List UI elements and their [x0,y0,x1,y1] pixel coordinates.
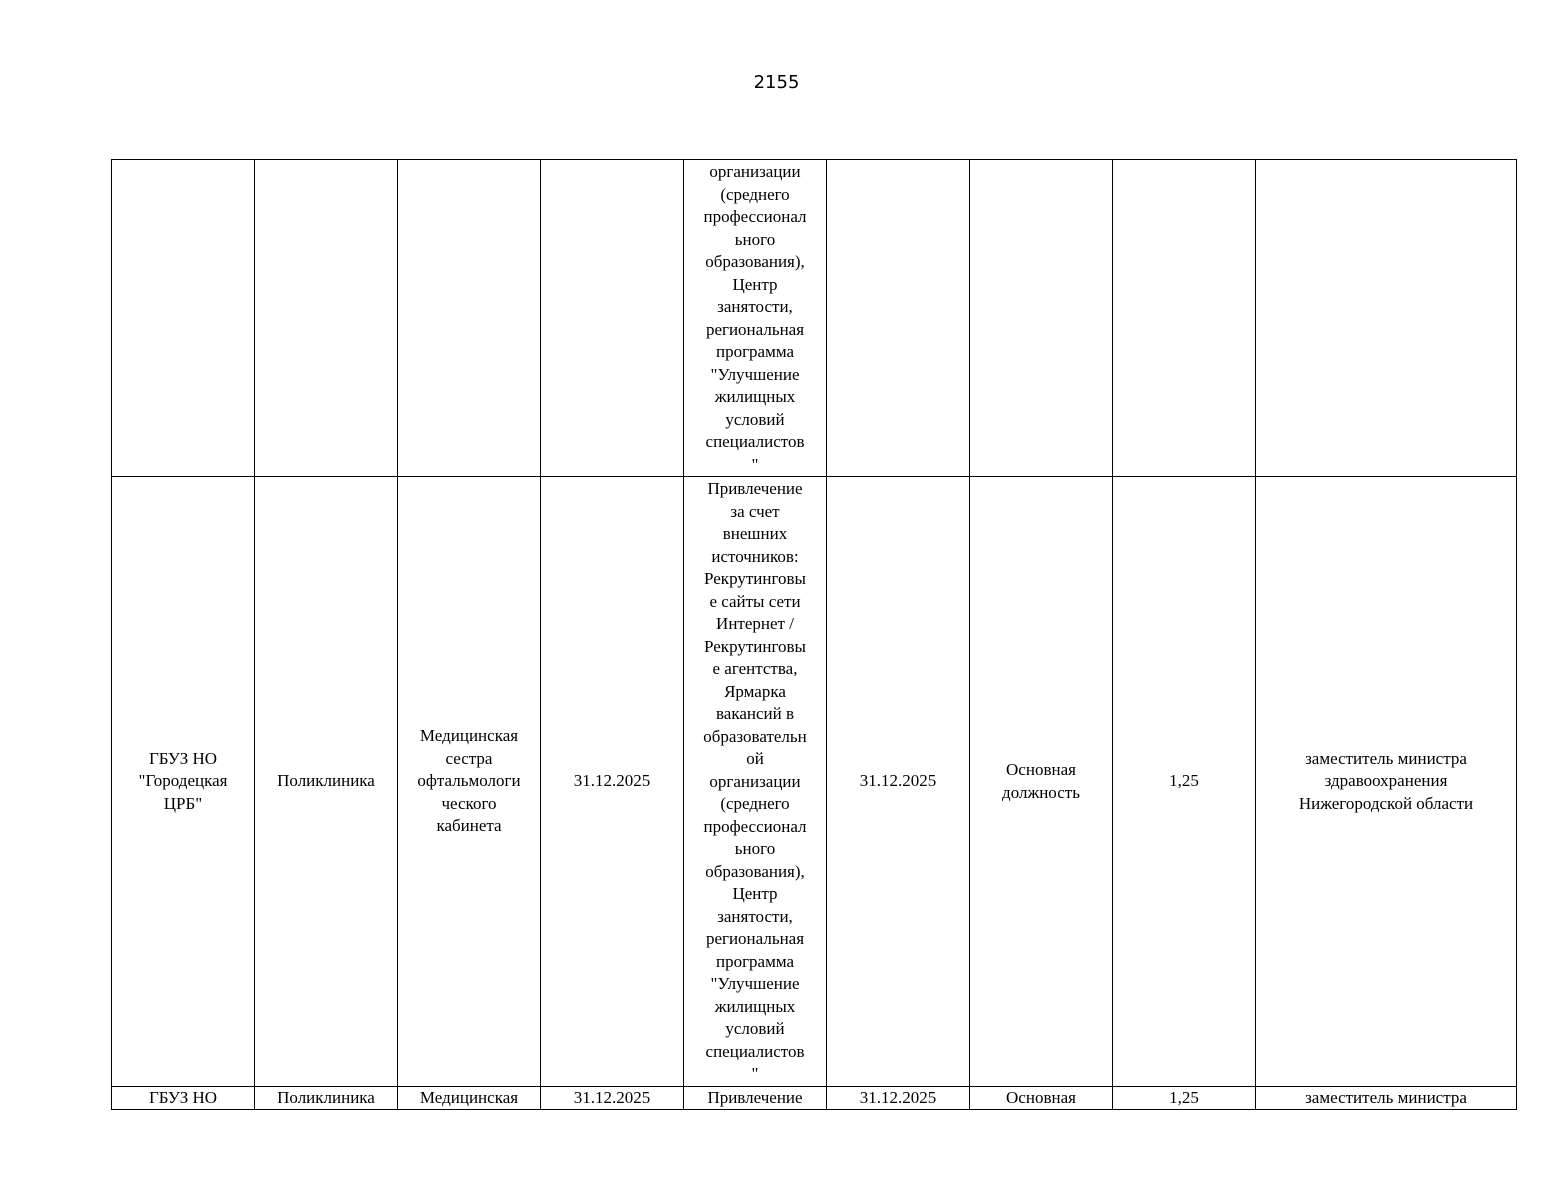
job-type-cell: Основная должность [970,477,1113,1087]
responsible-cell: заместитель министра [1256,1087,1517,1110]
deadline-cell: 31.12.2025 [541,477,684,1087]
recruitment-method-cell: Привлечение за счет внешних источников: Рекрутинговы е сайты сети Интернет / Рекрутинговы е агентства, Ярмарка вакансий в образовательн ой организации (среднего профессионал ьного образования), Центр занятости, региональная программа "Улучшение жилищных условий специалистов " [684,477,827,1087]
org-cell [112,160,255,477]
recruitment-method-cell: организации (среднего профессионал ьного образования), Центр занятости, региональная программа "Улучшение жилищных условий специалистов " [684,160,827,477]
rate-cell [1113,160,1256,477]
job-type-cell [970,160,1113,477]
deadline-cell [541,160,684,477]
position-cell: Медицинская [398,1087,541,1110]
page-number: 2155 [753,72,800,93]
unit-cell: Поликлиника [255,477,398,1087]
position-cell [398,160,541,477]
table-row [112,1087,1517,1110]
table-row [112,477,1517,1087]
responsible-cell: заместитель министра здравоохранения Нижегородской области [1256,477,1517,1087]
unit-cell: Поликлиника [255,1087,398,1110]
job-type-cell: Основная [970,1087,1113,1110]
org-cell: ГБУЗ НО "Городецкая ЦРБ" [112,477,255,1087]
vacancy-table [111,159,1517,1110]
rate-cell: 1,25 [1113,477,1256,1087]
date-cell [827,160,970,477]
responsible-cell [1256,160,1517,477]
unit-cell [255,160,398,477]
recruitment-method-cell: Привлечение [684,1087,827,1110]
position-cell: Медицинская сестра офтальмологи ческого кабинета [398,477,541,1087]
date-cell: 31.12.2025 [827,477,970,1087]
rate-cell: 1,25 [1113,1087,1256,1110]
org-cell: ГБУЗ НО [112,1087,255,1110]
date-cell: 31.12.2025 [827,1087,970,1110]
deadline-cell: 31.12.2025 [541,1087,684,1110]
table-row [112,160,1517,477]
